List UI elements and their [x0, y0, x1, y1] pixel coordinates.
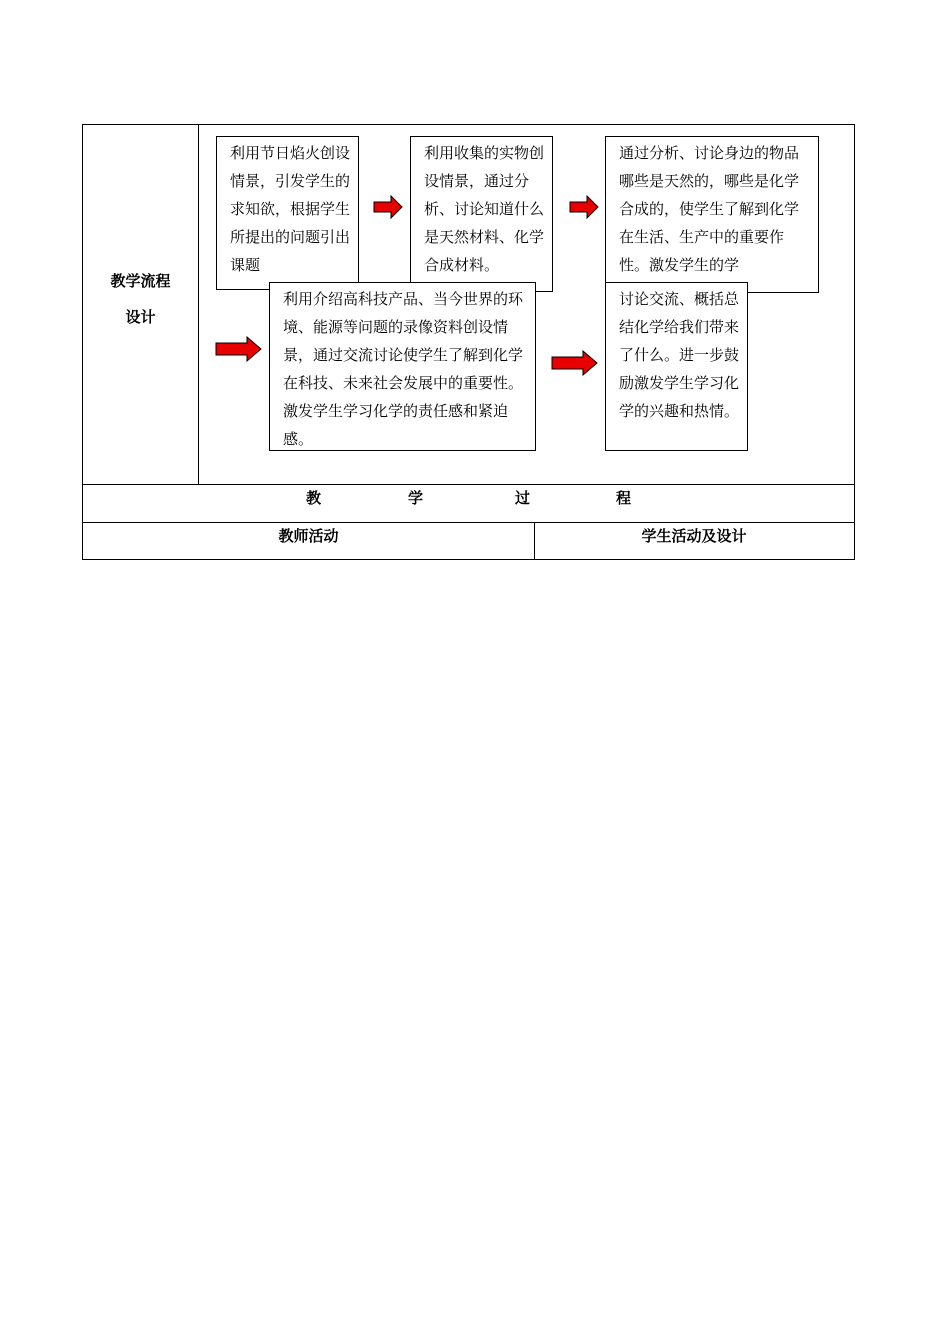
flow-box-4: 利用介绍高科技产品、当今世界的环境、能源等问题的录像资料创设情景，通过交流讨论使学生了解到化学在科技、未来社会发展中的重要性。激发学生学习化学的责任感和紧迫感。: [269, 282, 536, 451]
process-char-4: 程: [616, 489, 632, 507]
process-char-2: 学: [408, 489, 424, 507]
row-label: [83, 263, 198, 335]
flow-box-1: 利用节日焰火创设情景，引发学生的求知欲，根据学生所提出的问题引出课题: [216, 136, 359, 290]
teacher-activity-header: 教师活动: [278, 527, 339, 545]
row-label-line1: 教学流程: [110, 272, 171, 290]
lesson-plan-table: [82, 124, 855, 560]
flow-box-5: 讨论交流、概括总结化学给我们带来了什么。进一步鼓励激发学生学习化学的兴趣和热情。: [605, 282, 748, 451]
row-divider-2: [83, 522, 854, 523]
row-label-line2: 设计: [125, 308, 156, 326]
process-heading: [83, 485, 854, 522]
process-char-1: 教: [306, 489, 322, 507]
process-char-3: 过: [515, 489, 531, 507]
student-activity-header: 学生活动及设计: [641, 527, 747, 545]
flow-box-3: 通过分析、讨论身边的物品哪些是天然的，哪些是化学合成的，使学生了解到化学在生活、生产中的重要作性。激发学生的学: [605, 136, 819, 293]
arrow-right-icon-3: [215, 336, 262, 362]
arrow-right-icon-4: [551, 350, 598, 376]
label-divider: [198, 125, 199, 484]
arrow-right-icon-1: [373, 195, 403, 219]
flow-box-2: 利用收集的实物创设情景，通过分析、讨论知道什么是天然材料、化学合成材料。: [410, 136, 553, 292]
arrow-right-icon-2: [569, 195, 599, 219]
